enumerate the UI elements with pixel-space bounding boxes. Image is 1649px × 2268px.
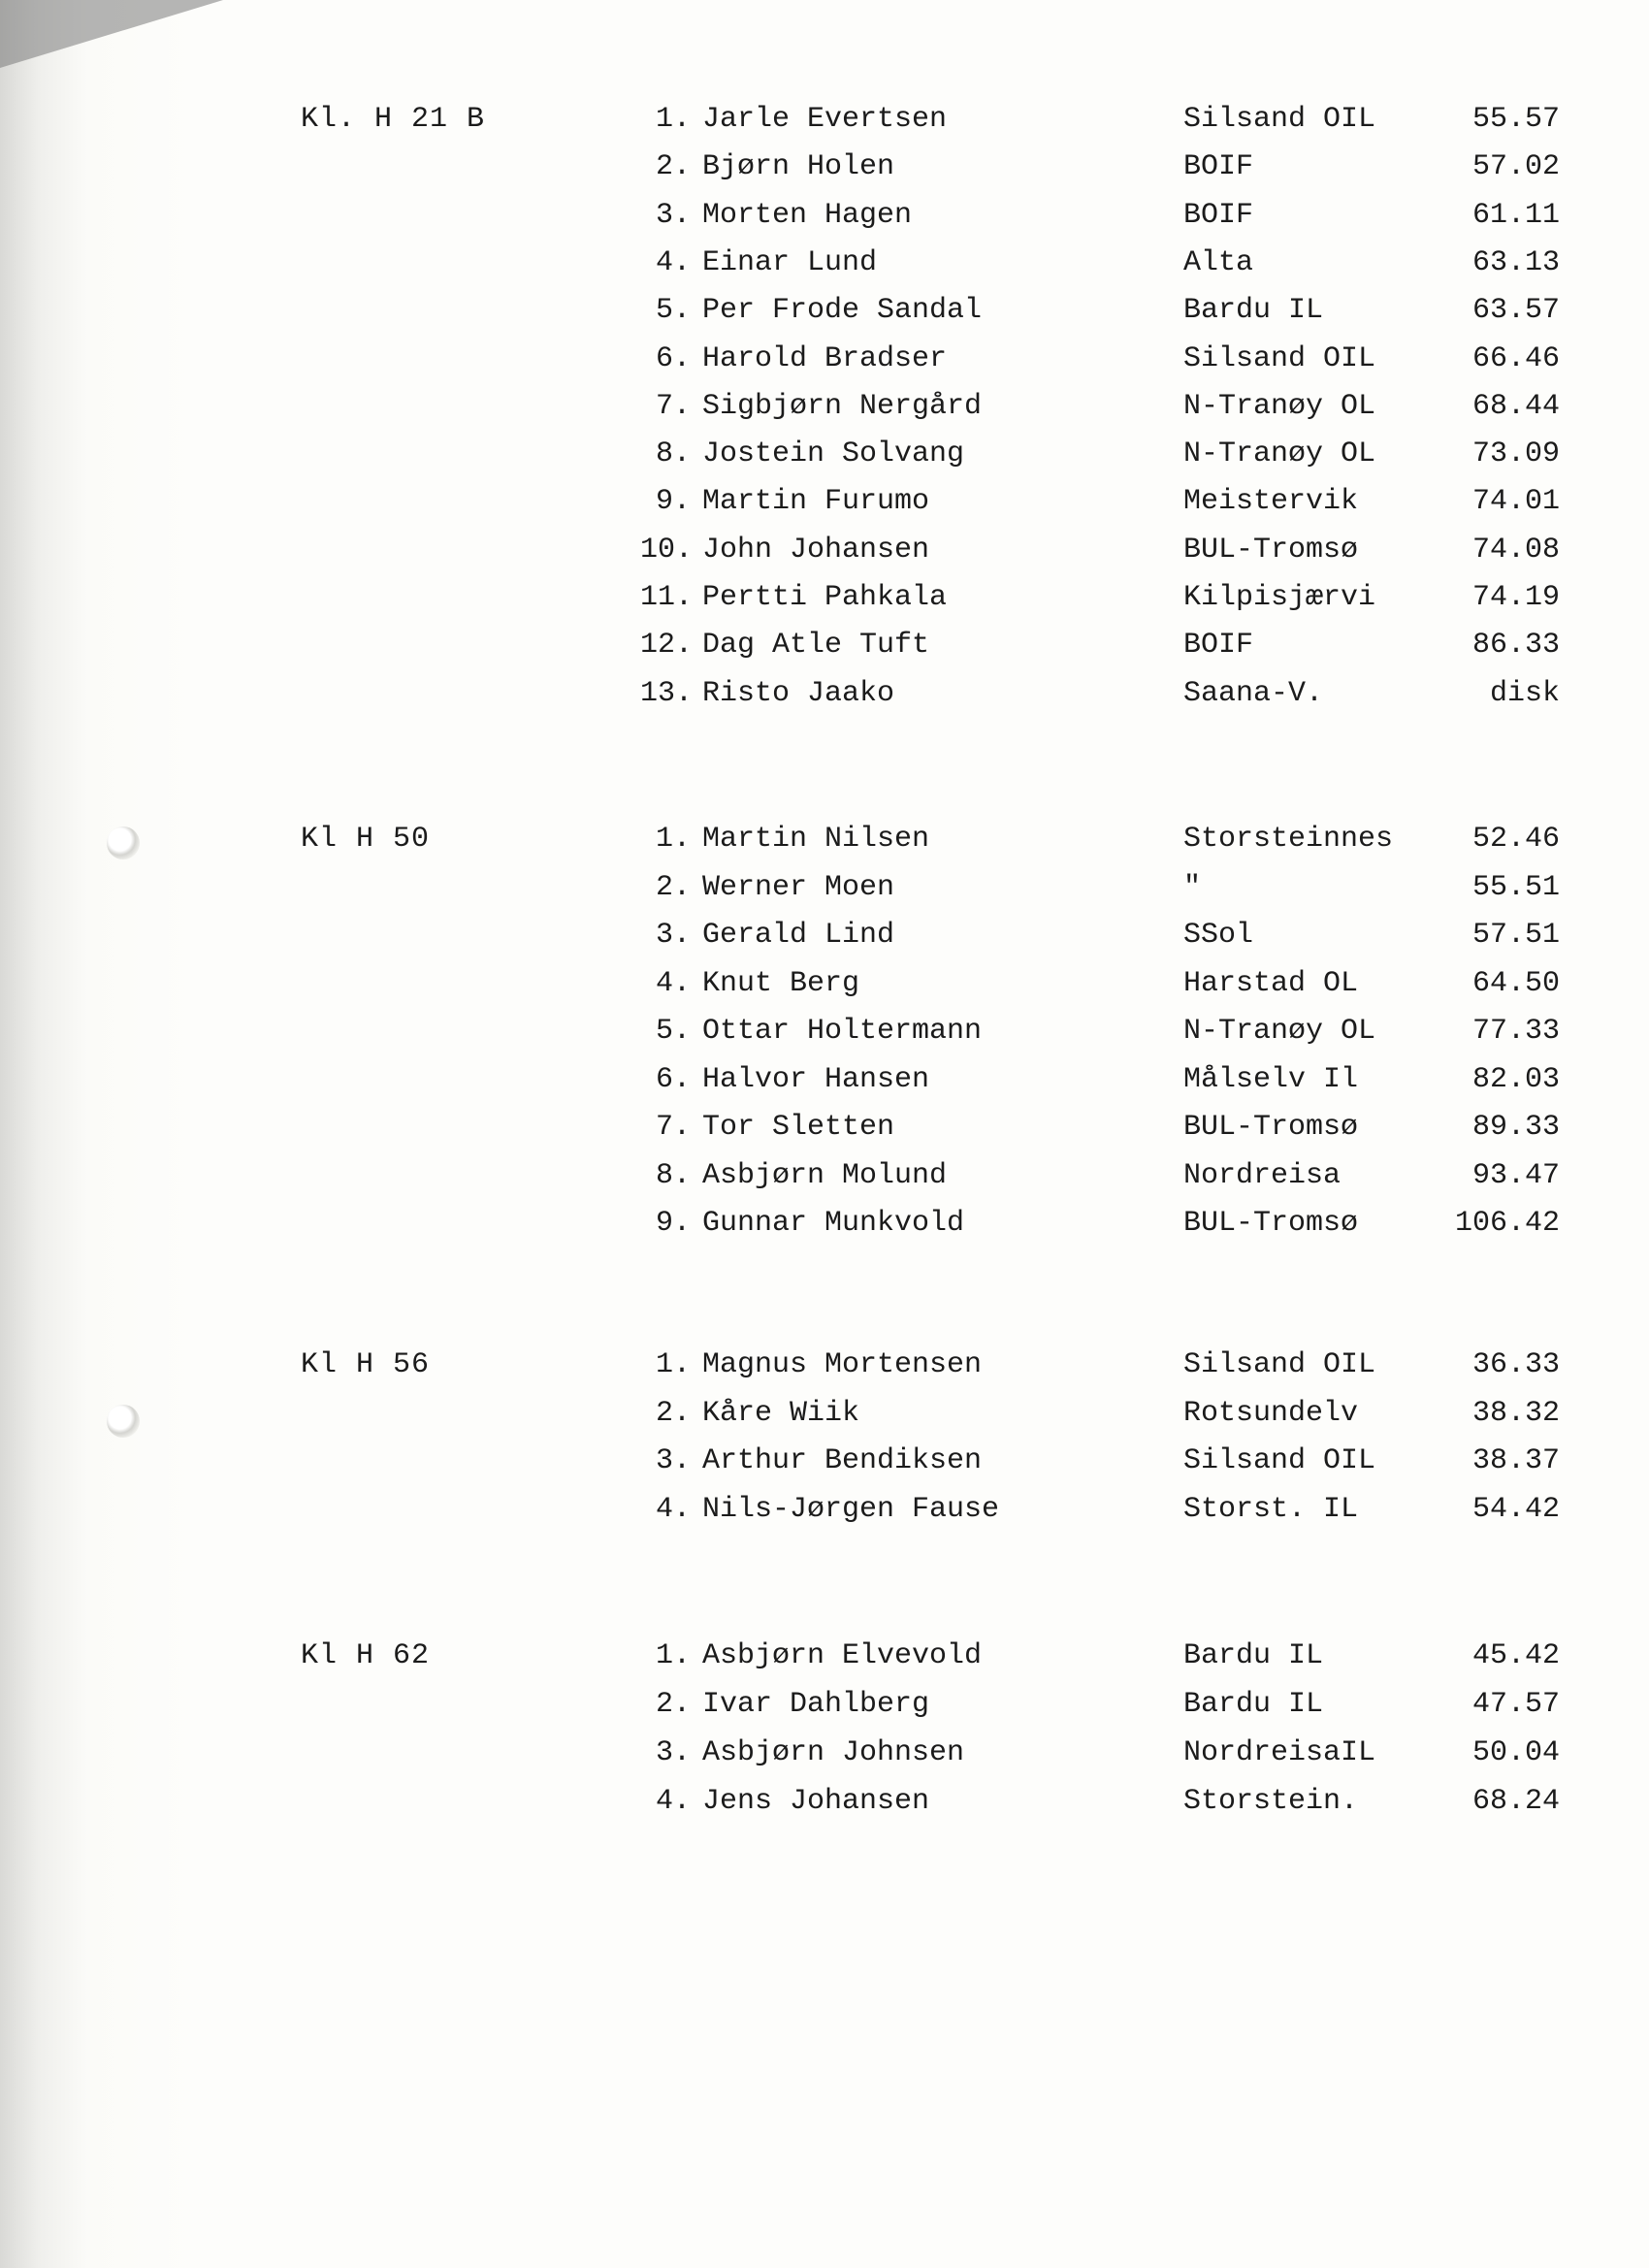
result-time: disk (1489, 676, 1560, 710)
runner-name: Martin Nilsen (702, 823, 930, 856)
result-row (0, 1063, 1649, 1112)
result-rank: 2. (655, 1688, 691, 1721)
result-time: 47.57 (1471, 1688, 1560, 1721)
club-name: Rotsundelv (1183, 1396, 1359, 1430)
club-name: Kilpisjærvi (1183, 581, 1376, 614)
runner-name: Per Frode Sandal (702, 294, 983, 328)
club-name: Bardu IL (1183, 1639, 1324, 1672)
result-row (0, 823, 1649, 871)
runner-name: John Johansen (702, 533, 930, 567)
result-row (0, 1493, 1649, 1541)
runner-name: Jens Johansen (702, 1785, 930, 1818)
result-time: 55.51 (1471, 870, 1560, 904)
result-rank: 8. (655, 1158, 691, 1192)
result-row (0, 342, 1649, 391)
runner-name: Gerald Lind (702, 919, 895, 952)
runner-name: Asbjørn Johnsen (702, 1736, 965, 1769)
runner-name: Asbjørn Molund (702, 1158, 948, 1192)
club-name: N-Tranøy OL (1183, 437, 1376, 471)
result-rank: 4. (655, 245, 691, 279)
result-time: 57.02 (1471, 150, 1560, 184)
result-time: 57.51 (1471, 919, 1560, 952)
club-name: Saana-V. (1183, 676, 1324, 710)
result-rank: 3. (655, 1736, 691, 1769)
result-rank: 1. (655, 1639, 691, 1672)
runner-name: Knut Berg (702, 966, 860, 1000)
club-name: BUL-Tromsø (1183, 1207, 1359, 1240)
club-name: Silsand OIL (1183, 341, 1376, 375)
result-time: 64.50 (1471, 966, 1560, 1000)
club-name: Harstad OL (1183, 966, 1359, 1000)
result-time: 68.44 (1471, 389, 1560, 423)
runner-name: Dag Atle Tuft (702, 629, 930, 663)
result-row (0, 1688, 1649, 1736)
club-name: BOIF (1183, 150, 1254, 184)
result-rank: 13. (640, 676, 694, 710)
result-rank: 7. (655, 389, 691, 423)
result-time: 74.08 (1471, 533, 1560, 567)
result-row (0, 150, 1649, 199)
club-name: " (1183, 870, 1202, 904)
runner-name: Martin Furumo (702, 485, 930, 519)
result-rank: 5. (655, 1015, 691, 1048)
result-row (0, 629, 1649, 677)
runner-name: Kåre Wiik (702, 1396, 860, 1430)
result-row (0, 1015, 1649, 1063)
result-rank: 3. (655, 198, 691, 232)
result-row (0, 677, 1649, 726)
result-rank: 4. (655, 966, 691, 1000)
club-name: Bardu IL (1183, 1688, 1324, 1721)
result-row (0, 534, 1649, 582)
result-row (0, 871, 1649, 920)
result-row (0, 1348, 1649, 1397)
club-name: Storsteinnes (1183, 823, 1394, 856)
club-name: Silsand OIL (1183, 103, 1376, 136)
result-rank: 3. (655, 1444, 691, 1477)
runner-name: Ivar Dahlberg (702, 1688, 930, 1721)
result-row (0, 1736, 1649, 1785)
result-rank: 3. (655, 919, 691, 952)
result-time: 89.33 (1471, 1111, 1560, 1144)
club-name: Silsand OIL (1183, 1348, 1376, 1381)
club-name: Storstein. (1183, 1785, 1359, 1818)
club-name: N-Tranøy OL (1183, 389, 1376, 423)
result-time: 63.13 (1471, 245, 1560, 279)
result-row (0, 581, 1649, 630)
result-time: 52.46 (1471, 823, 1560, 856)
class-label: Kl H 56 (301, 1348, 431, 1381)
result-rank: 4. (655, 1492, 691, 1526)
club-name: NordreisaIL (1183, 1736, 1376, 1769)
result-rank: 9. (655, 1207, 691, 1240)
result-time: 68.24 (1471, 1785, 1560, 1818)
result-rank: 2. (655, 150, 691, 184)
result-time: 61.11 (1471, 198, 1560, 232)
club-name: Målselv Il (1183, 1062, 1359, 1096)
result-time: 38.37 (1471, 1444, 1560, 1477)
runner-name: Harold Bradser (702, 341, 948, 375)
club-name: BUL-Tromsø (1183, 1111, 1359, 1144)
result-rank: 4. (655, 1785, 691, 1818)
class-label: Kl H 50 (301, 823, 431, 856)
runner-name: Magnus Mortensen (702, 1348, 983, 1381)
club-name: BOIF (1183, 629, 1254, 663)
club-name: Storst. IL (1183, 1492, 1359, 1526)
runner-name: Werner Moen (702, 870, 895, 904)
runner-name: Morten Hagen (702, 198, 913, 232)
result-rank: 5. (655, 294, 691, 328)
runner-name: Sigbjørn Nergård (702, 389, 983, 423)
runner-name: Bjørn Holen (702, 150, 895, 184)
club-name: Alta (1183, 245, 1254, 279)
result-row (0, 103, 1649, 151)
result-rank: 1. (655, 1348, 691, 1381)
result-row (0, 246, 1649, 295)
result-time: 66.46 (1471, 341, 1560, 375)
result-time: 106.42 (1454, 1207, 1560, 1240)
result-rank: 8. (655, 437, 691, 471)
runner-name: Risto Jaako (702, 676, 895, 710)
club-name: N-Tranøy OL (1183, 1015, 1376, 1048)
result-rank: 7. (655, 1111, 691, 1144)
result-row (0, 294, 1649, 342)
runner-name: Asbjørn Elvevold (702, 1639, 983, 1672)
result-row (0, 919, 1649, 967)
result-rank: 10. (640, 533, 694, 567)
result-time: 82.03 (1471, 1062, 1560, 1096)
result-row (0, 437, 1649, 486)
result-row (0, 1639, 1649, 1688)
club-name: Nordreisa (1183, 1158, 1342, 1192)
result-rank: 1. (655, 823, 691, 856)
result-rank: 9. (655, 485, 691, 519)
club-name: Bardu IL (1183, 294, 1324, 328)
result-row (0, 390, 1649, 438)
result-time: 45.42 (1471, 1639, 1560, 1672)
result-rank: 1. (655, 103, 691, 136)
runner-name: Nils-Jørgen Fause (702, 1492, 1000, 1526)
result-time: 63.57 (1471, 294, 1560, 328)
club-name: SSol (1183, 919, 1254, 952)
result-rank: 11. (640, 581, 694, 614)
result-row (0, 199, 1649, 247)
result-row (0, 1159, 1649, 1208)
runner-name: Jarle Evertsen (702, 103, 948, 136)
class-label: Kl H 62 (301, 1639, 431, 1672)
result-row (0, 485, 1649, 534)
result-time: 38.32 (1471, 1396, 1560, 1430)
runner-name: Halvor Hansen (702, 1062, 930, 1096)
result-time: 54.42 (1471, 1492, 1560, 1526)
result-time: 50.04 (1471, 1736, 1560, 1769)
result-row (0, 1111, 1649, 1159)
runner-name: Tor Sletten (702, 1111, 895, 1144)
runner-name: Gunnar Munkvold (702, 1207, 965, 1240)
result-row (0, 1207, 1649, 1255)
result-row (0, 967, 1649, 1016)
result-rank: 2. (655, 870, 691, 904)
club-name: BOIF (1183, 198, 1254, 232)
club-name: Silsand OIL (1183, 1444, 1376, 1477)
folded-corner (0, 0, 223, 68)
result-row (0, 1444, 1649, 1493)
result-rank: 6. (655, 341, 691, 375)
runner-name: Pertti Pahkala (702, 581, 948, 614)
runner-name: Arthur Bendiksen (702, 1444, 983, 1477)
result-time: 36.33 (1471, 1348, 1560, 1381)
result-time: 86.33 (1471, 629, 1560, 663)
runner-name: Jostein Solvang (702, 437, 965, 471)
result-time: 77.33 (1471, 1015, 1560, 1048)
club-name: Meistervik (1183, 485, 1359, 519)
club-name: BUL-Tromsø (1183, 533, 1359, 567)
result-time: 73.09 (1471, 437, 1560, 471)
result-row (0, 1785, 1649, 1833)
runner-name: Einar Lund (702, 245, 878, 279)
result-rank: 12. (640, 629, 694, 663)
result-rank: 6. (655, 1062, 691, 1096)
result-time: 55.57 (1471, 103, 1560, 136)
runner-name: Ottar Holtermann (702, 1015, 983, 1048)
result-time: 74.01 (1471, 485, 1560, 519)
result-time: 93.47 (1471, 1158, 1560, 1192)
result-time: 74.19 (1471, 581, 1560, 614)
result-row (0, 1397, 1649, 1445)
result-rank: 2. (655, 1396, 691, 1430)
class-label: Kl. H 21 B (301, 103, 486, 136)
